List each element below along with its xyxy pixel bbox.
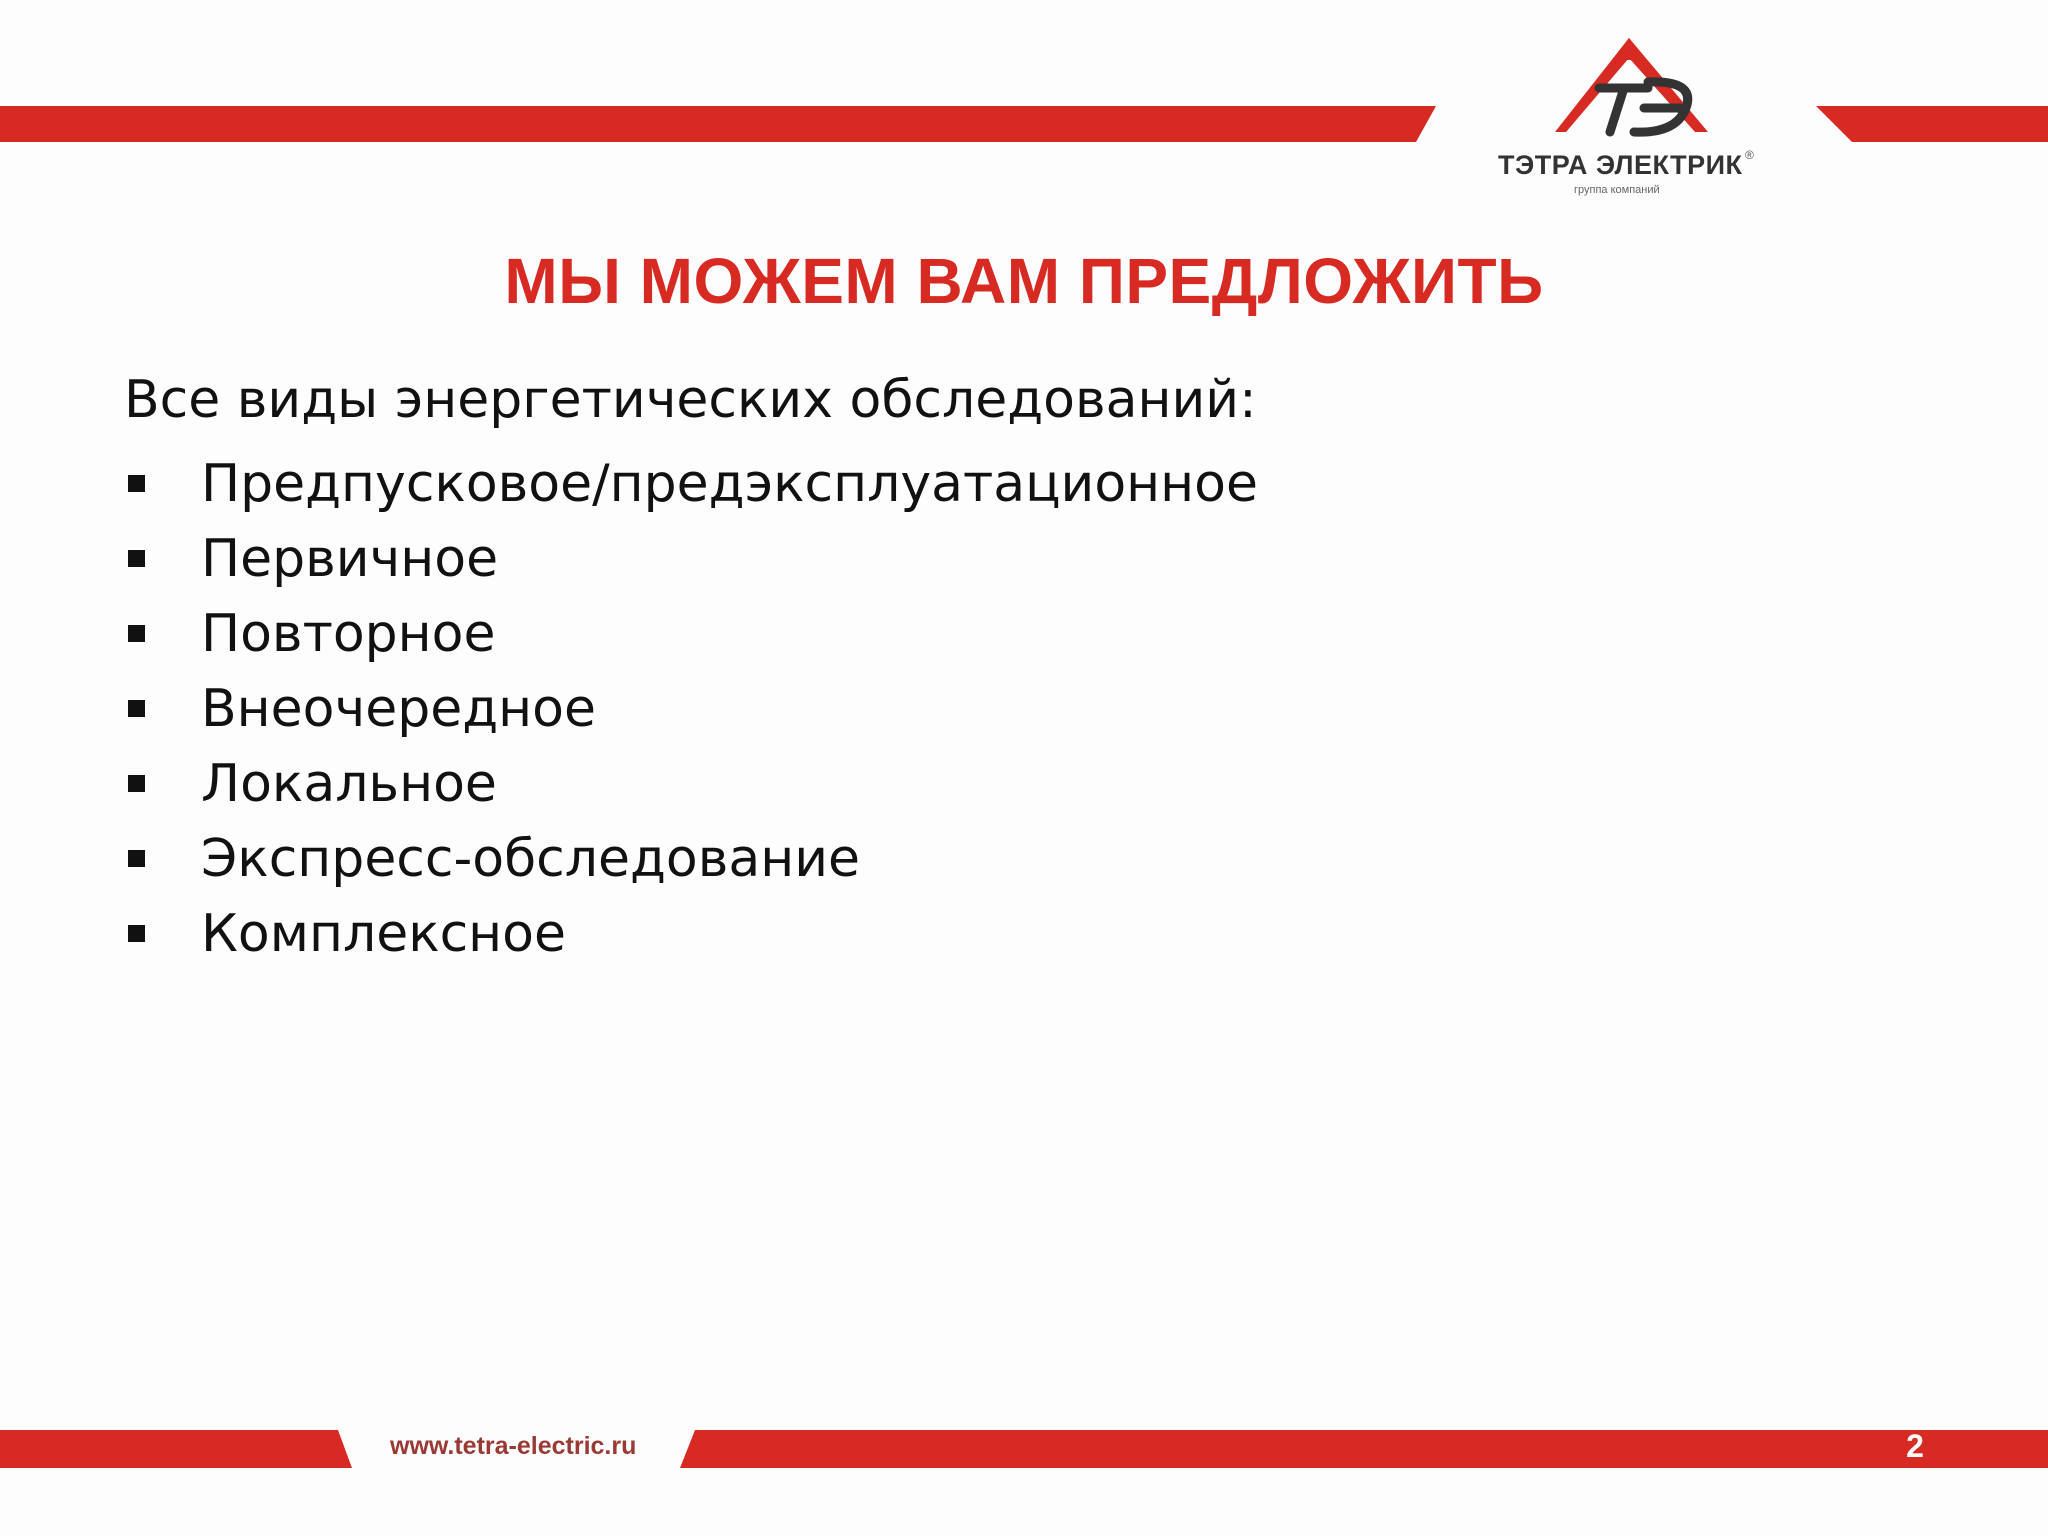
logo-monogram xyxy=(1599,82,1688,132)
intro-text: Все виды энергетических обследований: xyxy=(124,370,1257,430)
bullet-square-icon xyxy=(128,850,145,867)
registered-mark: ® xyxy=(1745,148,1754,162)
website-link[interactable]: www.tetra-electric.ru xyxy=(390,1432,637,1460)
bullet-list xyxy=(124,446,1258,971)
list-item xyxy=(124,521,1258,596)
bullet-square-icon xyxy=(128,775,145,792)
list-item-text: Экспресс-обследование xyxy=(201,828,861,889)
list-item-text: Внеочередное xyxy=(201,678,596,739)
bullet-square-icon xyxy=(128,700,145,717)
company-subtitle: группа компаний xyxy=(1574,184,1660,196)
bullet-square-icon xyxy=(128,550,145,567)
list-item xyxy=(124,446,1258,521)
list-item xyxy=(124,821,1258,896)
list-item-text: Первичное xyxy=(201,528,499,589)
page-number: 2 xyxy=(1906,1428,1924,1464)
list-item xyxy=(124,596,1258,671)
list-item-text: Комплексное xyxy=(201,903,566,964)
list-item xyxy=(124,746,1258,821)
list-item xyxy=(124,896,1258,971)
bullet-square-icon xyxy=(128,625,145,642)
list-item-text: Предпусковое/предэксплуатационное xyxy=(201,453,1258,514)
bullet-square-icon xyxy=(128,475,145,492)
logo-roof-peak xyxy=(1612,38,1646,60)
bullet-square-icon xyxy=(128,925,145,942)
list-item-text: Локальное xyxy=(201,753,497,814)
list-item-text: Повторное xyxy=(201,603,496,664)
slide-title: МЫ МОЖЕМ ВАМ ПРЕДЛОЖИТЬ xyxy=(504,245,1544,317)
list-item xyxy=(124,671,1258,746)
company-name: ТЭТРА ЭЛЕКТРИК xyxy=(1498,150,1743,180)
